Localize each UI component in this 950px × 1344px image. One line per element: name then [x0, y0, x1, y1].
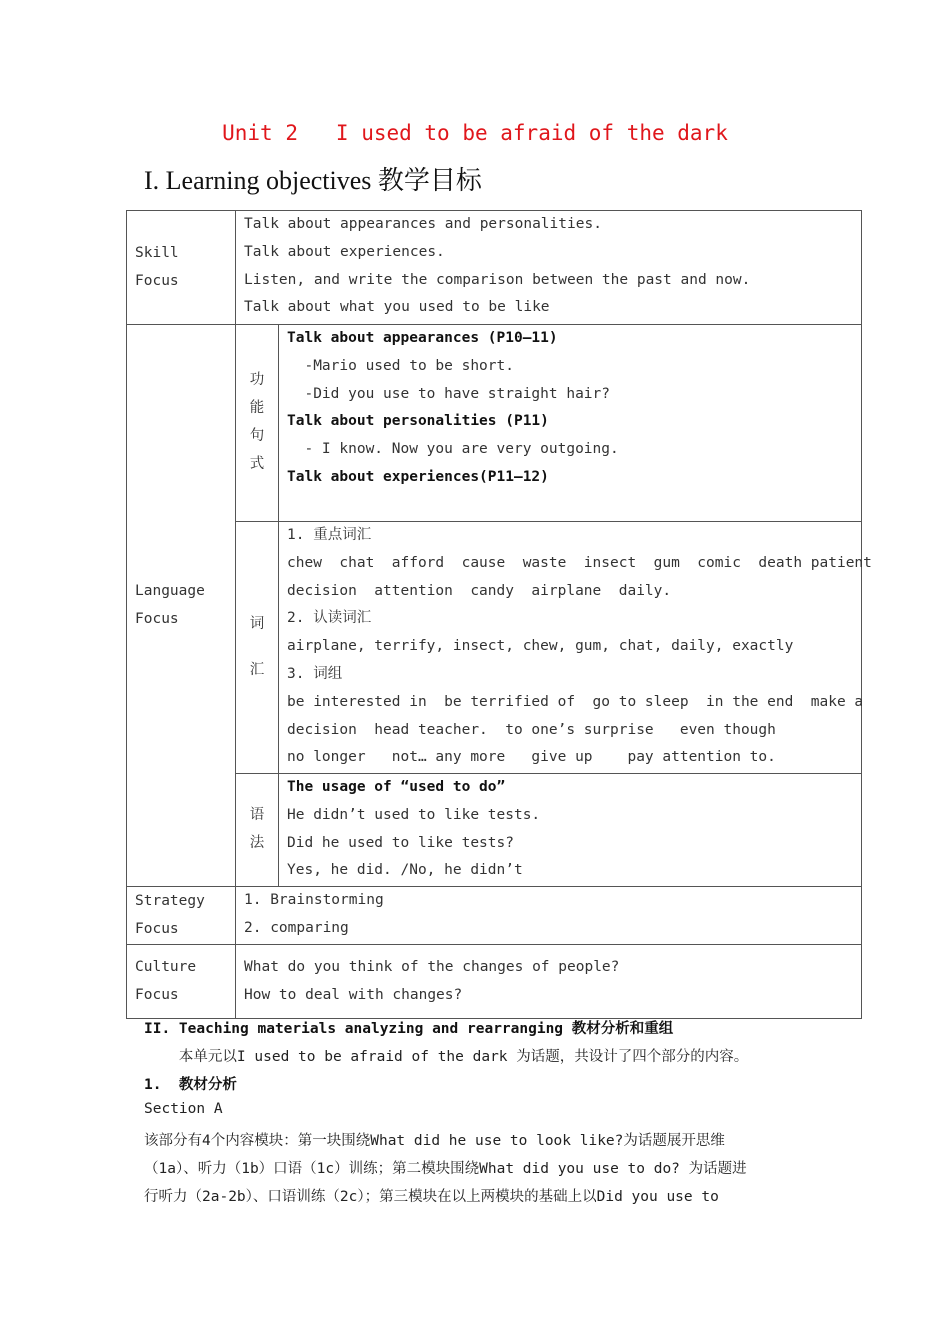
label-line: Skill [135, 244, 179, 261]
section-heading-objectives: I. Learning objectives 教学目标 [144, 166, 482, 195]
culture-focus-content [236, 945, 862, 1019]
content-line: 1. Brainstorming [244, 892, 384, 908]
skill-focus-content [236, 211, 862, 325]
functional-sentences-content [279, 325, 862, 522]
paragraph-line: 该部分有4个内容模块：第一块围绕What did he use to look like?为话题展开思维 [144, 1133, 725, 1149]
content-line: Listen, and write the comparison between the past and now. [244, 271, 751, 288]
sublabel-char: 汇 [249, 661, 265, 678]
language-focus-vocab-row [127, 522, 862, 774]
content-line: Talk about appearances and personalities. [244, 216, 602, 232]
sublabel-char: 式 [249, 455, 265, 472]
content-line: The usage of “used to do” [287, 779, 506, 795]
language-focus-label [127, 325, 236, 887]
section-a-label: Section A [144, 1101, 223, 1117]
label-line: Language [135, 582, 205, 599]
content-line: decision head teacher. to one’s surprise even though [287, 721, 776, 738]
document-title: Unit 2 I used to be afraid of the dark [222, 121, 728, 145]
sublabel-char: 词 [249, 615, 265, 632]
content-line: 1. 重点词汇 [287, 527, 372, 543]
content-line: How to deal with changes? [244, 986, 463, 1003]
paragraph-line: （1a）、听力（1b）口语（1c）训练；第二模块围绕What did you use to do? 为话题进 [144, 1161, 747, 1177]
content-line: Yes, he did. /No, he didn’t [287, 862, 523, 879]
content-line: Talk about appearances (P10—11) [287, 330, 558, 346]
content-line: Talk about what you used to be like [244, 299, 550, 316]
sublabel-char: 法 [249, 835, 265, 851]
intro-paragraph: 本单元以I used to be afraid of the dark 为话题，共设计了四个部分的内容。 [144, 1049, 749, 1065]
strategy-focus-row [127, 887, 862, 945]
skill-focus-row [127, 211, 862, 325]
content-line: no longer not… any more give up pay attention to. [287, 749, 776, 766]
sublabel-char: 语 [249, 807, 265, 824]
label-line: Focus [135, 272, 179, 289]
content-line: Talk about experiences(P11—12) [287, 468, 549, 485]
sublabel-char: 功 [249, 372, 265, 389]
culture-focus-label [127, 945, 236, 1019]
vocabulary-label [236, 522, 279, 774]
content-line: He didn’t used to like tests. [287, 806, 541, 823]
label-line: Focus [135, 986, 179, 1003]
objectives-table [126, 210, 872, 1019]
functional-sentences-label [236, 325, 279, 522]
sublabel-char: 能 [249, 400, 265, 417]
language-focus-functional-row [127, 325, 862, 522]
content-line: decision attention candy airplane daily. [287, 582, 672, 599]
content-line: - I know. Now you are very outgoing. [287, 441, 619, 458]
section-heading-materials: II. Teaching materials analyzing and rearranging 教材分析和重组 [144, 1021, 674, 1037]
content-line: Talk about personalities (P11) [287, 413, 549, 430]
content-line: Did he used to like tests? [287, 834, 514, 851]
content-line: chew chat afford cause waste insect gum comic death patient [287, 554, 872, 571]
paragraph-line: 行听力（2a-2b）、口语训练（2c）；第三模块在以上两模块的基础上以Did you use to [144, 1189, 719, 1205]
grammar-label [236, 774, 279, 887]
strategy-focus-content [236, 887, 862, 945]
strategy-focus-label [127, 887, 236, 945]
content-line: be interested in be terrified of go to sleep in the end make a [287, 693, 864, 710]
language-focus-grammar-row [127, 774, 862, 887]
content-line: 3. 词组 [287, 665, 343, 682]
content-line: -Did you use to have straight hair? [287, 385, 611, 402]
content-line: Talk about experiences. [244, 243, 445, 260]
sublabel-char: 句 [249, 428, 265, 444]
content-line: 2. 认读词汇 [287, 610, 372, 627]
skill-focus-label [127, 211, 236, 325]
label-line: Strategy [135, 892, 205, 909]
culture-focus-row [127, 945, 862, 1019]
vocabulary-content [279, 522, 872, 774]
grammar-content [279, 774, 862, 887]
subheading-analysis: 1. 教材分析 [144, 1077, 237, 1093]
content-line: -Mario used to be short. [287, 357, 514, 374]
content-line: What do you think of the changes of people? [244, 958, 620, 975]
label-line: Culture [135, 958, 197, 975]
content-line: airplane, terrify, insect, chew, gum, chat, daily, exactly [287, 638, 794, 655]
content-line: 2. comparing [244, 919, 349, 936]
label-line: Focus [135, 610, 179, 627]
label-line: Focus [135, 920, 179, 937]
